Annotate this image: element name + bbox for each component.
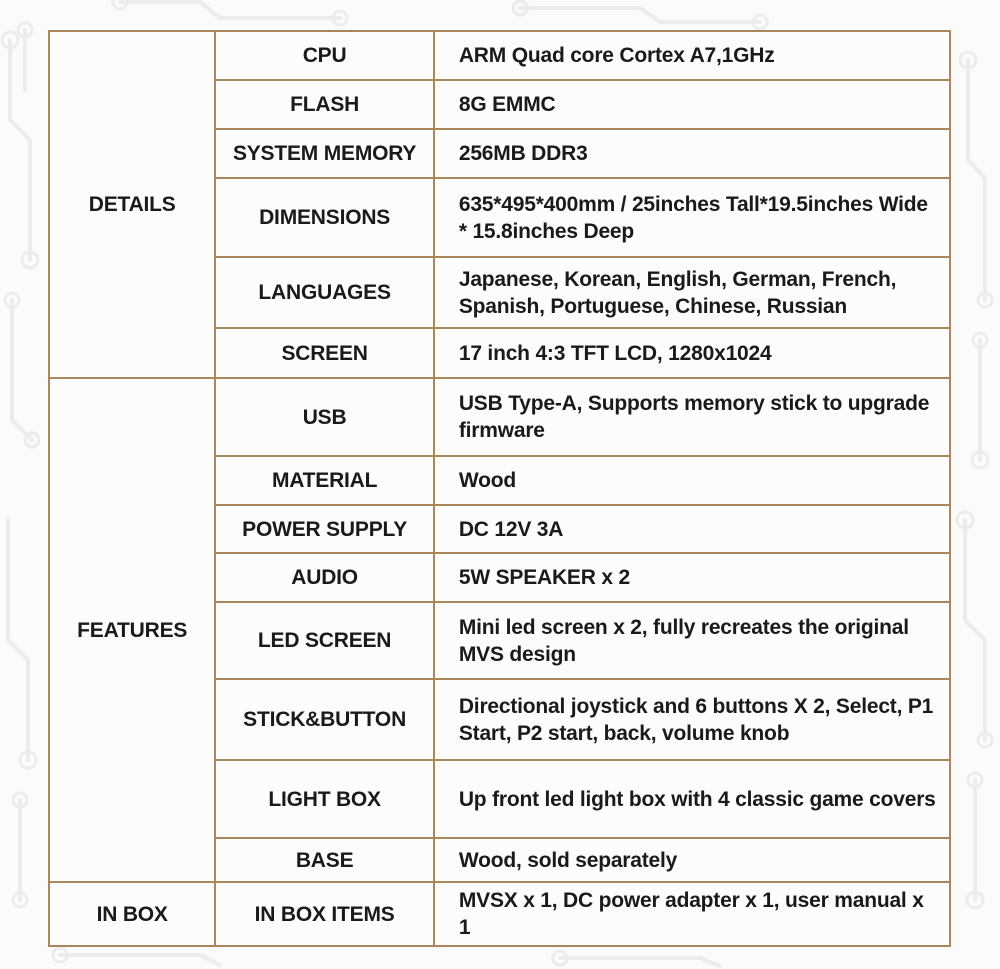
spec-value-cell: Directional joystick and 6 buttons X 2, Select, P1 Start, P2 start, back, volume knob [434, 679, 950, 760]
category-cell: IN BOX [49, 882, 215, 946]
table-row [49, 378, 950, 456]
spec-key-cell: LED SCREEN [215, 602, 433, 679]
spec-key-cell: FLASH [215, 80, 433, 129]
spec-value-cell: Up front led light box with 4 classic game covers [434, 760, 950, 838]
spec-key-cell: LIGHT BOX [215, 760, 433, 838]
table-row [49, 882, 950, 946]
spec-value-cell: 5W SPEAKER x 2 [434, 553, 950, 602]
spec-key-cell: LANGUAGES [215, 257, 433, 328]
spec-value-cell: Japanese, Korean, English, German, French, Spanish, Portuguese, Chinese, Russian [434, 257, 950, 328]
spec-value-cell: ARM Quad core Cortex A7,1GHz [434, 31, 950, 80]
spec-value-cell: DC 12V 3A [434, 505, 950, 553]
spec-value-cell: MVSX x 1, DC power adapter x 1, user manual x 1 [434, 882, 950, 946]
spec-value-cell: 8G EMMC [434, 80, 950, 129]
spec-value-cell: 256MB DDR3 [434, 129, 950, 178]
spec-value-cell: 17 inch 4:3 TFT LCD, 1280x1024 [434, 328, 950, 378]
spec-key-cell: POWER SUPPLY [215, 505, 433, 553]
spec-value-cell: USB Type-A, Supports memory stick to upgrade firmware [434, 378, 950, 456]
spec-key-cell: AUDIO [215, 553, 433, 602]
spec-key-cell: SYSTEM MEMORY [215, 129, 433, 178]
spec-table [48, 30, 951, 947]
spec-key-cell: SCREEN [215, 328, 433, 378]
table-row [49, 31, 950, 80]
spec-value-cell: Wood [434, 456, 950, 505]
spec-key-cell: BASE [215, 838, 433, 882]
spec-key-cell: STICK&BUTTON [215, 679, 433, 760]
spec-value-cell: Mini led screen x 2, fully recreates the original MVS design [434, 602, 950, 679]
category-cell: FEATURES [49, 378, 215, 882]
spec-value-cell: 635*495*400mm / 25inches Tall*19.5inches Wide * 15.8inches Deep [434, 178, 950, 257]
spec-key-cell: CPU [215, 31, 433, 80]
spec-key-cell: DIMENSIONS [215, 178, 433, 257]
spec-key-cell: MATERIAL [215, 456, 433, 505]
spec-value-cell: Wood, sold separately [434, 838, 950, 882]
category-cell: DETAILS [49, 31, 215, 378]
spec-key-cell: IN BOX ITEMS [215, 882, 433, 946]
spec-key-cell: USB [215, 378, 433, 456]
